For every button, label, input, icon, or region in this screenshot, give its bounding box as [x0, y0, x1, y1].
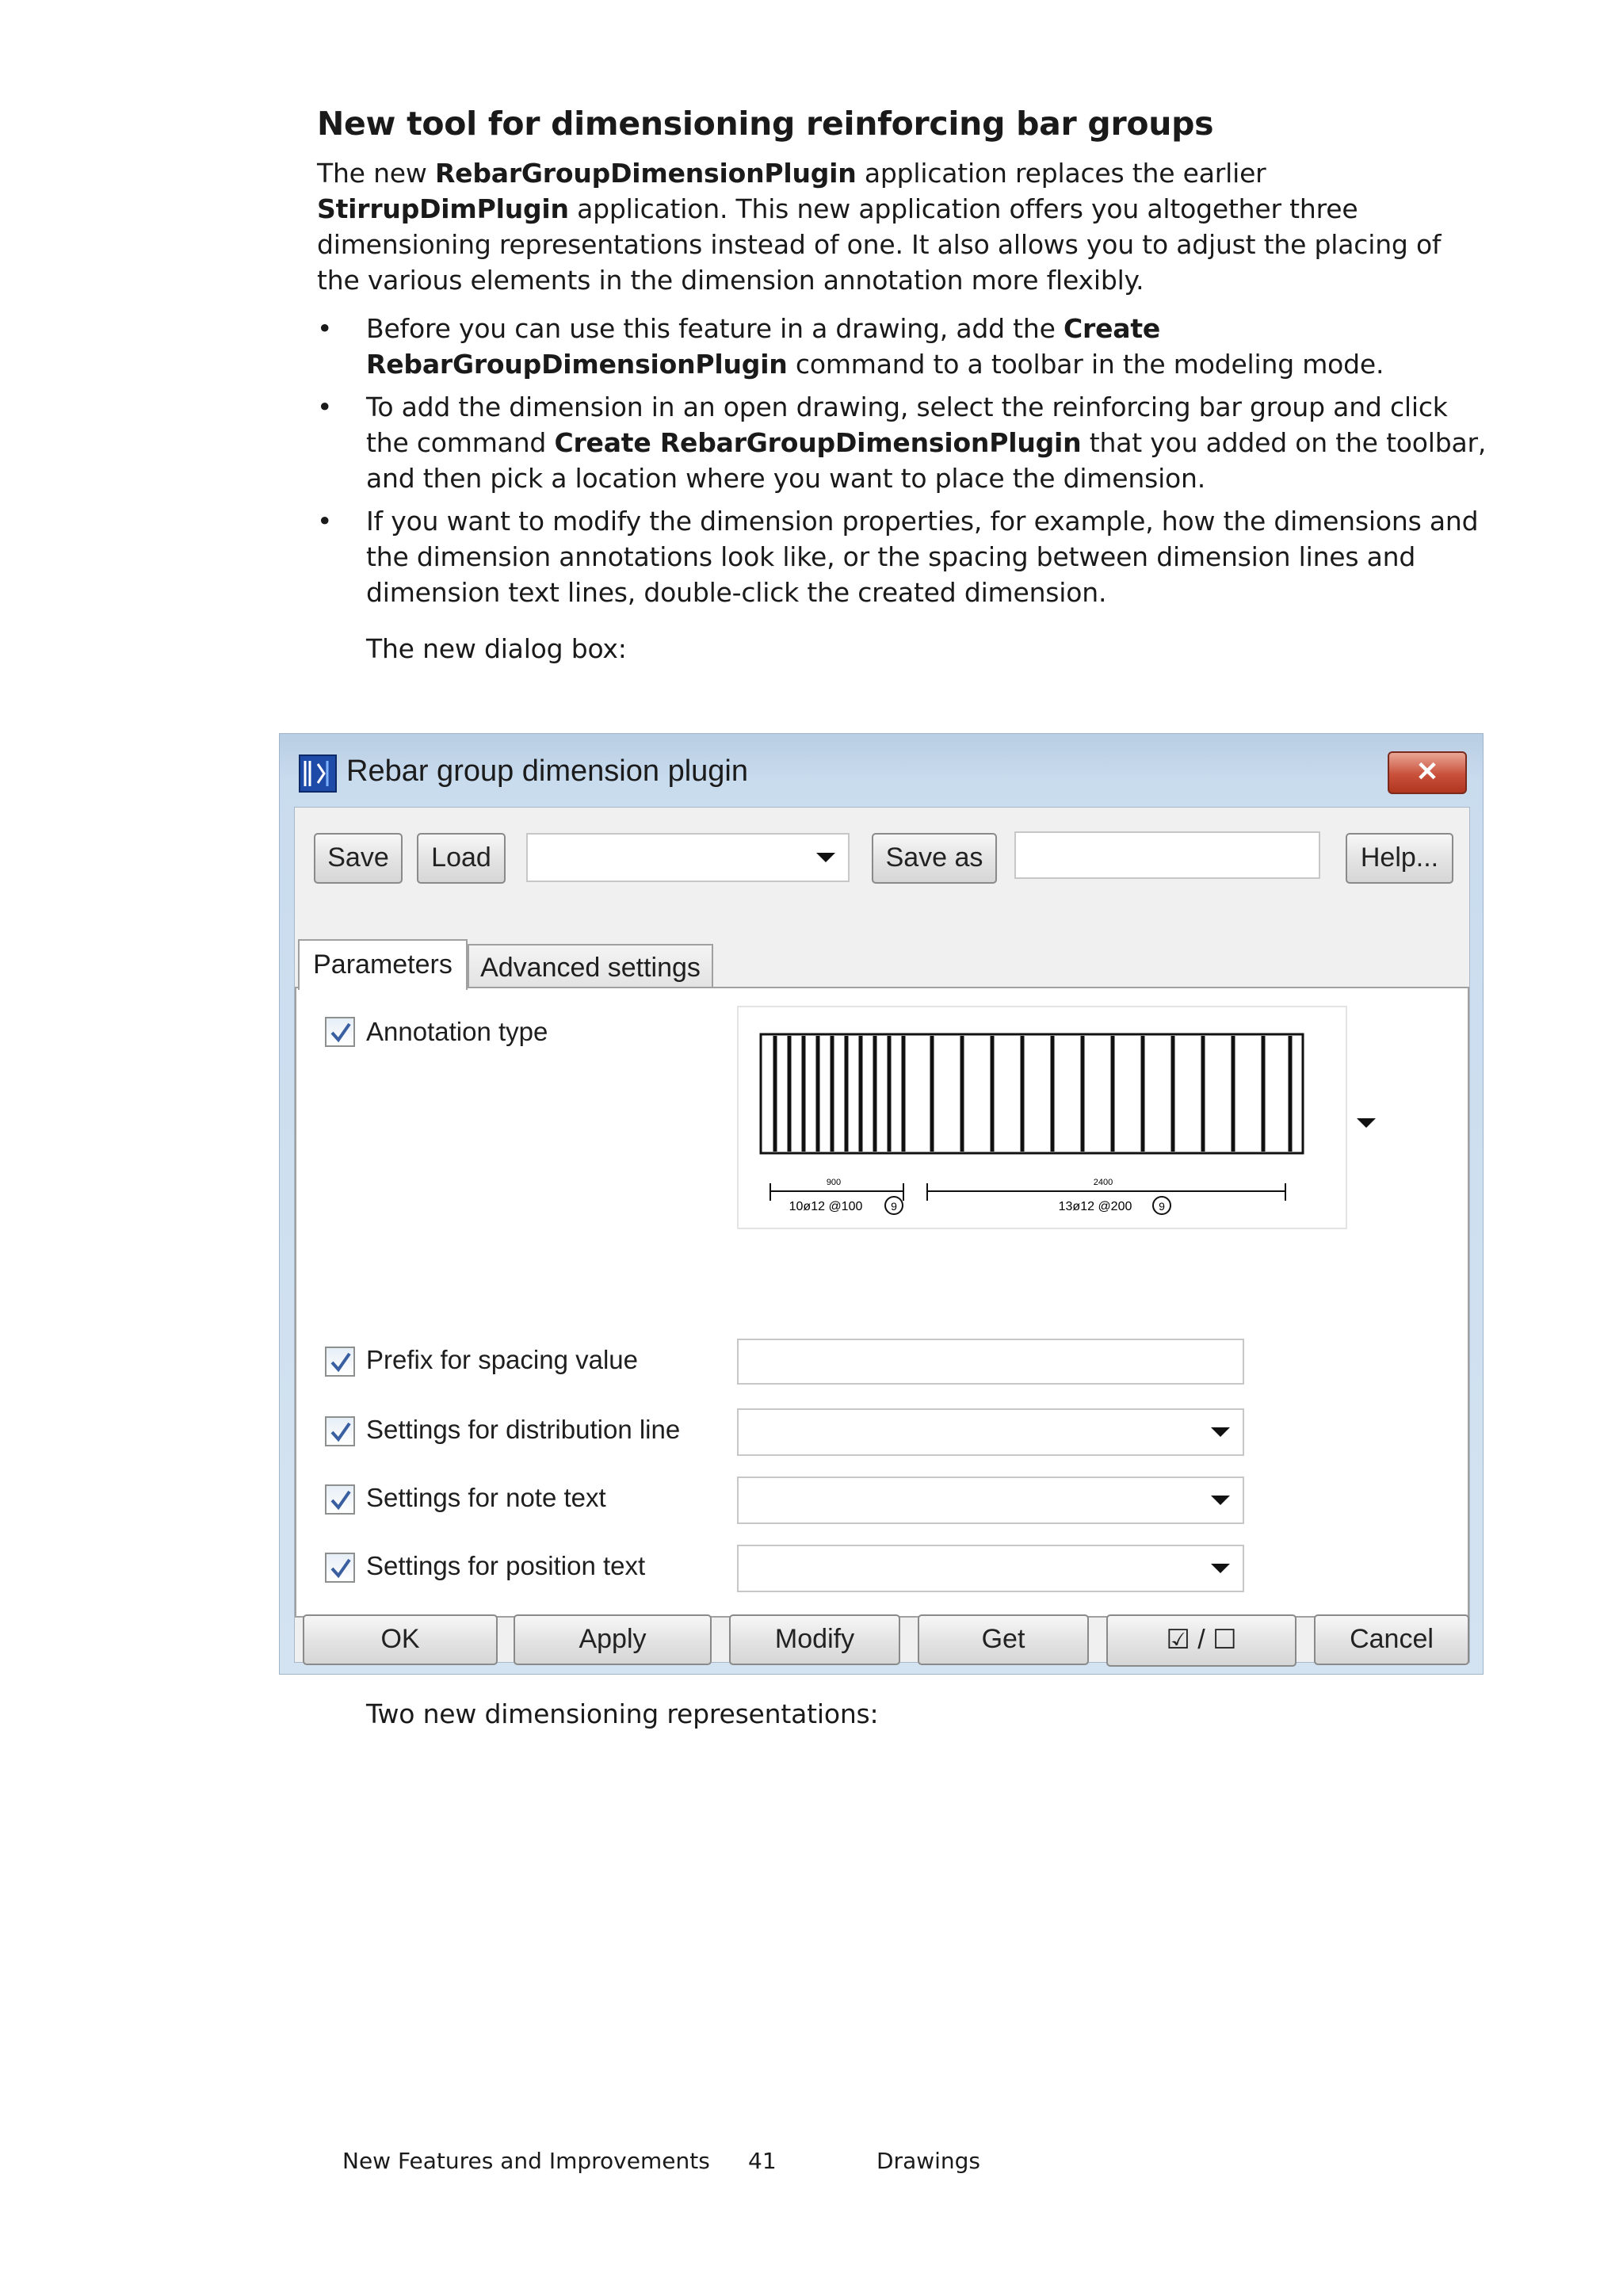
dim2-spacing-label: 13ø12 @200 — [1058, 1200, 1132, 1213]
annotation-type-label: Annotation type — [366, 1017, 548, 1046]
tab-advanced-settings[interactable]: Advanced settings — [468, 944, 713, 988]
bullet-symbol: • — [317, 313, 333, 344]
section-heading: New tool for dimensioning reinforcing bar groups — [317, 105, 1214, 143]
chevron-down-icon — [816, 853, 835, 862]
prefix-spacing-input[interactable] — [737, 1339, 1244, 1385]
intro-text-2: application replaces the earlier — [856, 158, 1266, 189]
annotation-type-checkbox[interactable] — [325, 1017, 355, 1047]
checkmark-icon — [329, 1350, 353, 1374]
help-button[interactable]: Help... — [1346, 833, 1453, 884]
bullet-item — [317, 311, 1490, 382]
cancel-button[interactable]: Cancel — [1314, 1614, 1469, 1665]
save-button[interactable]: Save — [314, 833, 403, 884]
checkmark-icon — [329, 1488, 353, 1512]
dialog-client-area — [294, 807, 1470, 1663]
checkmark-icon — [329, 1420, 353, 1444]
position-text-checkbox[interactable] — [325, 1553, 355, 1583]
position-text-label: Settings for position text — [366, 1551, 646, 1580]
footer-right: Drawings — [876, 2148, 981, 2174]
distribution-line-select[interactable] — [737, 1408, 1244, 1456]
note-text-label: Settings for note text — [366, 1483, 606, 1512]
distribution-line-checkbox[interactable] — [325, 1416, 355, 1446]
dialog-titlebar[interactable] — [280, 734, 1483, 807]
chevron-down-icon — [1211, 1427, 1230, 1437]
checkmark-icon — [329, 1021, 353, 1045]
save-as-button[interactable]: Save as — [872, 833, 997, 884]
chevron-down-icon[interactable] — [1357, 1118, 1376, 1128]
parameters-panel — [295, 987, 1469, 1618]
preset-dropdown[interactable] — [526, 833, 850, 882]
intro-paragraph — [317, 155, 1490, 298]
ok-button[interactable]: OK — [303, 1614, 498, 1665]
modify-button[interactable]: Modify — [729, 1614, 900, 1665]
dim2-length-label: 2400 — [1093, 1178, 1113, 1187]
rebar-dialog-window — [279, 733, 1484, 1675]
bullet-text: To add the dimension in an open drawing, select the reinforcing bar group and click the command — [366, 392, 1448, 458]
close-icon: ✕ — [1415, 757, 1439, 787]
app-icon — [299, 755, 337, 793]
dim1-position-mark: 9 — [891, 1200, 897, 1213]
toggle-checkboxes-button[interactable]: ☑ / ☐ — [1106, 1614, 1296, 1667]
dim1-spacing-label: 10ø12 @100 — [789, 1200, 863, 1213]
footer-left: New Features and Improvements — [342, 2148, 710, 2174]
intro-bold-1: RebarGroupDimensionPlugin — [434, 158, 857, 189]
checkmark-icon — [329, 1557, 353, 1580]
apply-button[interactable]: Apply — [514, 1614, 712, 1665]
bullet-list — [317, 311, 1490, 617]
intro-text-3: application. This new application offers you altogether three dimensioning representations instead of one. It also allows you to adjust the placing of the various elements in the dimension annotation more flexibly. — [317, 193, 1442, 296]
chevron-down-icon — [1211, 1496, 1230, 1505]
dim2-position-mark: 9 — [1159, 1200, 1165, 1213]
position-text-select[interactable] — [737, 1545, 1244, 1592]
bullet-text: Before you can use this feature in a drawing, add the — [366, 313, 1064, 344]
dim1-length-label: 900 — [826, 1178, 842, 1187]
bullet-bold: Create RebarGroupDimensionPlugin — [554, 427, 1082, 458]
bullet-symbol: • — [317, 506, 333, 537]
distribution-line-label: Settings for distribution line — [366, 1415, 681, 1444]
note-text-select[interactable] — [737, 1477, 1244, 1524]
close-button[interactable] — [1388, 751, 1467, 794]
bullet-text: that you added on the toolbar, and then pick a location where you want to place the dimension. — [366, 427, 1487, 494]
prefix-spacing-label: Prefix for spacing value — [366, 1345, 639, 1374]
rebar-dimension-preview-image — [739, 1007, 1346, 1228]
save-as-name-input[interactable] — [1014, 831, 1320, 879]
footer-page-number: 41 — [748, 2148, 777, 2174]
load-button[interactable]: Load — [417, 833, 506, 884]
annotation-type-preview[interactable] — [737, 1006, 1347, 1229]
bullet-item — [317, 389, 1490, 496]
get-button[interactable]: Get — [918, 1614, 1089, 1665]
tab-parameters[interactable]: Parameters — [298, 939, 468, 990]
after-dialog-text: Two new dimensioning representations: — [366, 1698, 879, 1729]
intro-bold-2: StirrupDimPlugin — [317, 193, 569, 224]
dialog-title: Rebar group dimension plugin — [346, 755, 748, 788]
bullet-item — [317, 503, 1490, 610]
dialog-intro-text: The new dialog box: — [366, 633, 627, 664]
bullet-bold: Create RebarGroupDimensionPlugin — [366, 313, 1161, 380]
bullet-text: command to a toolbar in the modeling mode. — [787, 349, 1384, 380]
prefix-spacing-checkbox[interactable] — [325, 1347, 355, 1377]
bullet-text: If you want to modify the dimension properties, for example, how the dimensions and the dimension annotations look like, or the spacing between dimension lines and dimension text lines, double-click the created dimension. — [366, 506, 1479, 608]
intro-text-1: The new — [317, 158, 435, 189]
chevron-down-icon — [1211, 1564, 1230, 1573]
note-text-checkbox[interactable] — [325, 1484, 355, 1515]
bullet-symbol: • — [317, 392, 333, 422]
